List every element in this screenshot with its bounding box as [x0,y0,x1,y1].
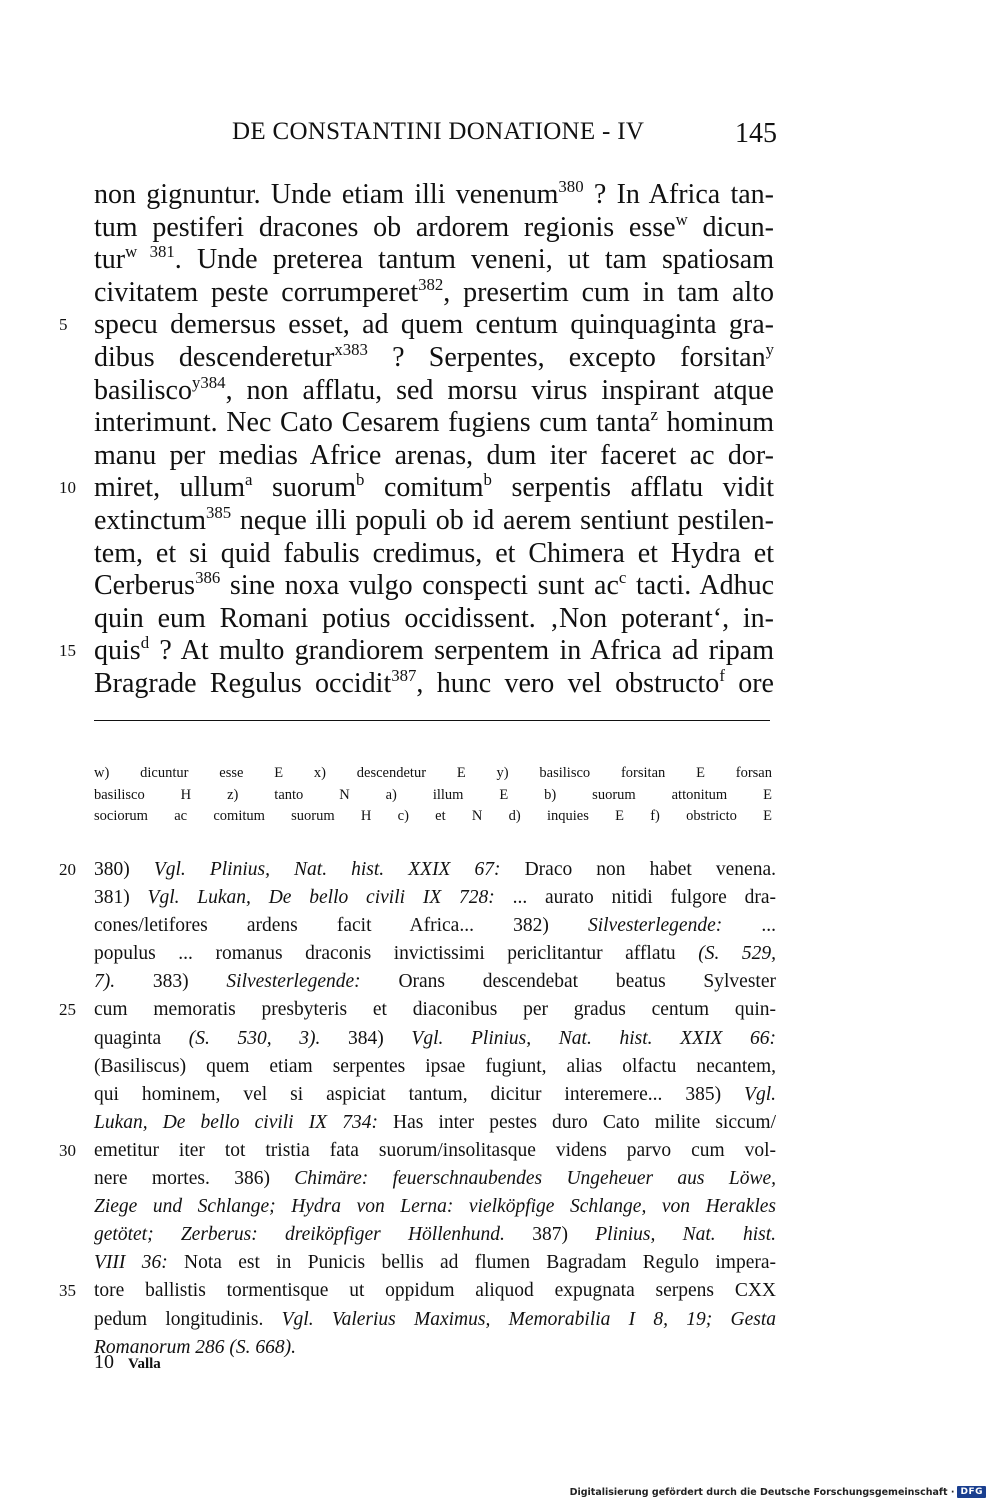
apparatus-line: basilisco H z) tanto N a) illum E b) suorum attonitum E [94,786,772,803]
line-number: 20 [59,860,76,879]
footnote-line: (Basiliscus) quem etiam serpentes ipsae fugiunt, alias olfactu necantem, [94,1055,776,1077]
apparatus-line: w) dicuntur esse E x) descendetur E y) basilisco forsitan E forsan [94,765,772,781]
apparatus-line: sociorum ac comitum suorum H c) et N d) inquies E f) obstricto E [94,808,772,824]
footnotes [59,856,777,1362]
text-line: tum pestiferi dracones ob ardorem regionis esse$^w$ dicun- [94,209,774,243]
critical-apparatus [94,763,772,828]
signature-name: Valla [128,1356,161,1372]
footnote-line: 20 380) Vgl. Plinius, Nat. hist. XXIX 67: Draco non habet venena. [94,856,776,884]
running-head: DE CONSTANTINI DONATIONE - IV [232,118,645,145]
printer-signature [94,1351,161,1374]
footnote-line: VIII 36: Nota est in Punicis bellis ad flumen Bagradam Regulo impera- [94,1252,776,1274]
footnote-line: getötet; Zerberus: dreiköpfiger Höllenhund. 387) Plinius, Nat. hist. [94,1224,777,1246]
text-line: non gignuntur. Unde etiam illi venenum$^{380}$ ? In Africa tan- [94,177,774,210]
footnote-line: 7). 383) Silvesterlegende: Orans descendebat beatus Sylvester [94,971,776,993]
footnote-line: Lukan, De bello civili IX 734: Has inter pestes duro Cato milite siccum/ [94,1111,776,1133]
text-line: interimunt. Nec Cato Cesarem fugiens cum tanta$^z$ hominum [94,405,774,439]
text-line: dibus descenderetur$^{x383}$ ? Serpentes, excepto forsitan$^y$ [94,340,774,373]
footnote-line: Ziege und Schlange; Hydra von Lerna: vielköpfige Schlange, von Herakles [94,1196,776,1218]
footnote-line: 25 cum memoratis presbyteris et diaconibus per gradus centum quin- [94,996,776,1024]
footnote-line: 30 emetitur iter tot tristia fata suorum/insolitasque videns parvo cum vol- [94,1137,776,1165]
text-line: basilisco$^{y384}$, non afflatu, sed morsu virus inspirant atque [94,372,774,406]
digitization-credit [570,1486,986,1498]
text-line: 10 miret, ullum$^a$ suorum$^b$ comitum$^b$ serpentis afflatu vidit [59,470,775,504]
line-number: 10 [59,478,76,498]
line-number: 35 [59,1281,76,1301]
line-number: 15 [59,641,76,661]
text-line: 15 quis$^d$ ? At multo grandiorem serpentem in Africa ad ripam [59,633,774,667]
footnote-line: cones/letifores ardens facit Africa... 382) Silvesterlegende: ... [94,915,776,937]
text-line: quin eum Romani potius occidissent. ‚Non poterant‘, in- [94,602,774,634]
text-line: Cerberus$^{386}$ sine noxa vulgo conspecti sunt $ac^c$ tacti. Adhuc [94,568,774,602]
text-line: civitatem peste corrumperet$^{382}$, presertim cum in tam alto [94,274,774,308]
dfg-logo-icon: DFG [957,1486,986,1498]
page-header [232,118,777,158]
page-number: 145 [735,118,777,149]
text-line: tem, et si quid fabulis credimus, et Chimera et Hydra et [94,537,774,569]
footnote-line: quaginta (S. 530, 3). 384) Vgl. Plinius, Nat. hist. XXIX 66: [94,1027,776,1049]
text-line: tur$^{w 381}$. Unde preterea tantum veneni, ut tam spatiosam [94,242,774,276]
footnote-line: 381) Vgl. Lukan, De bello civili IX 728: ... aurato nitidi fulgore dra- [94,887,776,909]
text-line: Bragrade Regulus occidit$^{387}$, hunc vero vel obstructo$^f$ ore [94,666,774,699]
footnote-divider [94,720,770,721]
footnote-line: pedum longitudinis. Vgl. Valerius Maximus, Memorabilia I 8, 19; Gesta [94,1308,777,1330]
footnote-line: 35 tore ballistis tormentisque ut oppidum aliquod expugnata serpens CXX [94,1277,776,1305]
line-number: 30 [59,1140,76,1160]
footnote-line: qui hominem, vel si aspiciat tantum, dicitur interemere... 385) Vgl. [94,1083,777,1105]
footnote-line: Romanorum 286 (S. 668). [94,1336,297,1358]
signature-number: 10 [94,1351,114,1373]
footnote-line: populus ... romanus draconis invictissimi periclitantur afflatu (S. 529, [94,943,776,965]
digitization-text: Digitalisierung gefördert durch die Deutsche Forschungsgemeinschaft · [569,1486,955,1498]
text-line: extinctum$^{385}$ neque illi populi ob id aerem sentiunt pestilen- [94,503,774,536]
main-text [59,177,775,701]
line-number: 5 [59,315,68,335]
text-line: manu per medias Africe arenas, dum iter faceret ac dor- [94,439,774,471]
footnote-line: nere mortes. 386) Chimäre: feuerschnaubendes Ungeheuer aus Löwe, [94,1168,776,1190]
text-line: 5 specu demersus esset, ad quem centum quinquaginta gra- [59,309,774,341]
line-number: 25 [59,1000,76,1020]
